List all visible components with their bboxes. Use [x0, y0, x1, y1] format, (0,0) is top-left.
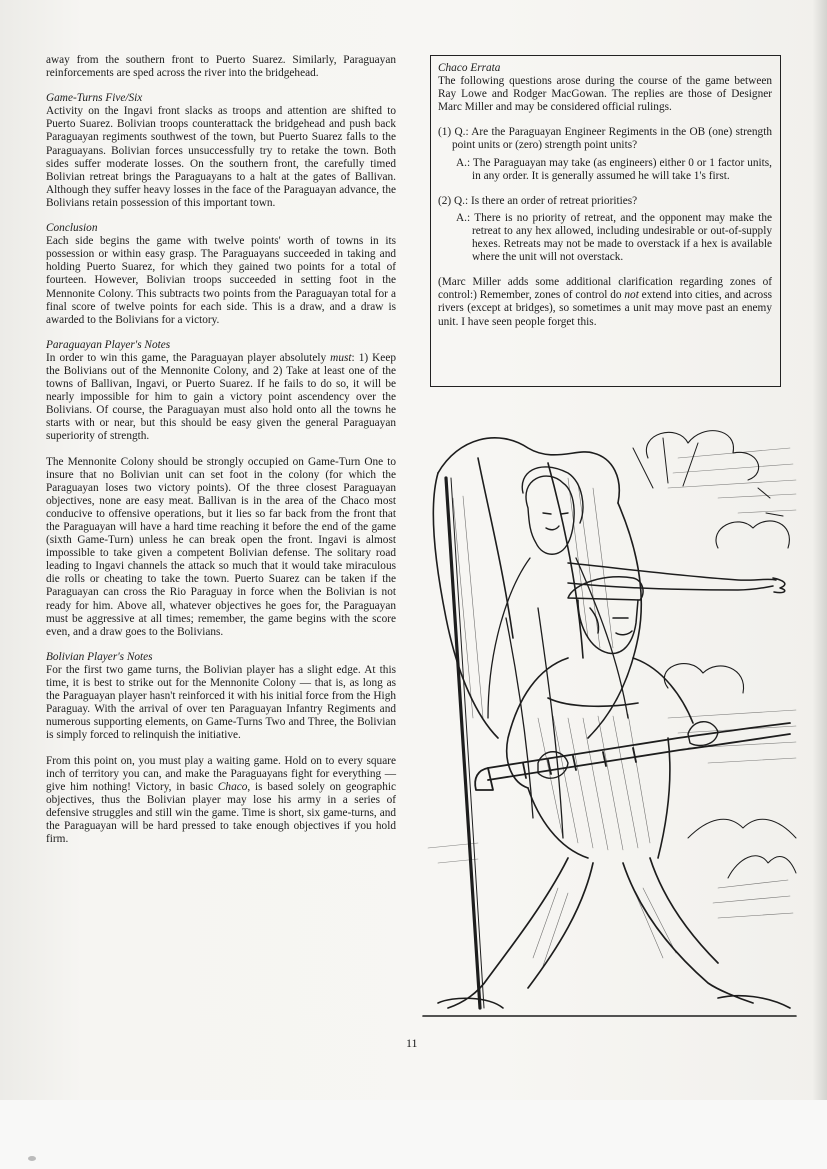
- bolivian-notes-paragraph-2: From this point on, you must play a waiting game. Hold on to every square inch of territory you can, and make the Paraguayans fight for everything — give him nothing! Victory, in basic Chaco, is based solely on geographic objectives, thus the Bolivian player may lose his army in a series of defensive struggles and still win the game. Time is short, six game-turns, and the Paraguayan will be hard pressed to take enough objectives if you hold firm.: [46, 754, 396, 846]
- paraguayan-notes-heading: Paraguayan Player's Notes: [46, 338, 171, 351]
- bolivian-notes-heading: Bolivian Player's Notes: [46, 650, 153, 663]
- page-number: 11: [406, 1036, 418, 1050]
- errata-question-2: (2) Q.: Is there an order of retreat priorities?: [438, 194, 638, 207]
- bolivian-notes-paragraph-1: For the first two game turns, the Bolivian player has a slight edge. At this time, it is best to strike out for the Mennonite Colony — that is, as long as the Paraguayan player hasn't reinforced it with his initial force from the High Paraguay. With the arrival of over ten Paraguayan Infantry Regiments and numerous supporting elements, on Game-Turns Two and Three, the Bolivian is simply forced to relinquish the initiative.: [46, 663, 396, 742]
- paraguayan-notes-paragraph-1: In order to win this game, the Paraguayan player absolutely must: 1) Keep the Bolivians out of the Mennonite Colony, and 2) Take at least one of the towns of Ballivan, Ingavi, or Puerto Suarez. If he fails to do so, it will be nearly impossible for him to gain a victory point ascendency over the Bolivians. Of course, the Paraguayan must also hold onto all the towns he starts with or near, but this should be easy given the general Paraguayan superiority of strength.: [46, 351, 396, 443]
- page-edge-shadow: [812, 0, 827, 1100]
- left-column: [46, 54, 396, 846]
- game-turns-paragraph: Activity on the Ingavi front slacks as troops and attention are shifted to Puerto Suarez. Bolivian troops counterattack the bridgehead and push back Paraguayan regiments southwest of the town, but Puerto Suarez falls to the Paraguayans. Bolivian forces unsuccessfully try to retake the town. Both sides suffer moderate losses. On the southern front, the carefully timed Bolivian retreat brings the Paraguayans to a halt at the gates of Ballivan. Although they suffer heavy losses in the face of the Paraguayan advance, the Bolivians retain possession of this important town.: [46, 105, 396, 209]
- conclusion-heading: Conclusion: [46, 222, 98, 235]
- errata-intro: The following questions arose during the course of the game between Ray Lowe and Rodger MacGowan. The replies are those of Designer Marc Miller and may be considered official rulings.: [438, 75, 772, 114]
- errata-box: [430, 55, 781, 387]
- errata-answer-1: A.: The Paraguayan may take (as engineers) either 0 or 1 factor units, in any order. It is generally assumed he will take 1's first.: [456, 156, 772, 182]
- paraguayan-notes-paragraph-2: The Mennonite Colony should be strongly occupied on Game-Turn One to insure that no Bolivian unit can set foot in the colony (for which the Paraguayan loses two victory points). Of the three closest Paraguayan objectives, none are easy meat. Ballivan is in the area of the Chaco most conducive to offensive operations, but it lies so far back from the front that the Paraguayan will have a hard time reaching it before the end of the game (sixth Game-Turn) unless he can break open the front. Ingavi is almost impossible to take given a competent Bolivian defense. The solitary road leading to Ingavi channels the attack so much that it would take miraculous die rolls or cheating to take the town. Puerto Suarez can be taken if the Paraguayan can cross the Rio Paraguay in force when the Bolivian is not ready for him. Above all, whatever objectives he goes for, the Paraguayan must be aggressive at all times; remember, the game begins with the score even, and a draw goes to the Bolivians.: [46, 455, 396, 638]
- errata-answer-2: A.: There is no priority of retreat, and the opponent may make the retreat to any hex allowed, including undesirable or out-of-supply hexes. Retreats may not be made to overstack if a hex is available where the unit will not overstack.: [456, 211, 772, 264]
- errata-title: Chaco Errata: [438, 62, 501, 74]
- errata-question-1: (1) Q.: Are the Paraguayan Engineer Regiments in the OB (one) strength point units or (zero) strength point units?: [438, 126, 772, 152]
- scan-smudge: [28, 1156, 36, 1161]
- patriotic-illustration: [418, 418, 800, 1018]
- errata-note: (Marc Miller adds some additional clarification regarding zones of control:) Remember, zones of control do not extend into cities, and across rivers (except at bridges), so sometimes a unit may move past an enemy unit. I have seen people forget this.: [438, 276, 772, 328]
- conclusion-paragraph: Each side begins the game with twelve points' worth of towns in its possession or within easy grasp. The Paraguayans succeeded in taking and holding Puerto Suarez, for which they gained two points for a total of fourteen. However, Bolivian troops succeeded in setting foot in the Mennonite Colony. This subtracts two points from the Paraguayan total for a final score of twelve points for each side. This is a draw, and a draw is awarded to the Bolivians for a victory.: [46, 235, 396, 326]
- scanner-margin: [0, 1100, 827, 1169]
- game-turns-heading: Game-Turns Five/Six: [46, 92, 143, 105]
- intro-paragraph: away from the southern front to Puerto Suarez. Similarly, Paraguayan reinforcements are sped across the river into the bridgehead.: [46, 54, 396, 80]
